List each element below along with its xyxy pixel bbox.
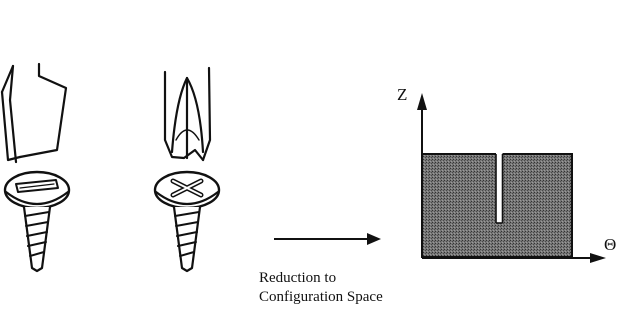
caption-line-2: Configuration Space — [259, 289, 383, 305]
right-arrow-icon — [274, 233, 381, 245]
slot-notch — [496, 152, 503, 223]
reduction-caption — [259, 269, 383, 307]
configuration-space-plot — [417, 93, 606, 263]
slotted-screw-icon — [5, 172, 69, 271]
theta-axis-label: Θ — [604, 235, 617, 254]
phillips-screw-icon — [155, 172, 219, 271]
caption-line-1: Reduction to — [259, 270, 337, 286]
flat-blade-screwdriver-icon — [2, 64, 66, 162]
phillips-screwdriver-icon — [165, 68, 210, 160]
z-axis-label: Z — [397, 85, 408, 104]
